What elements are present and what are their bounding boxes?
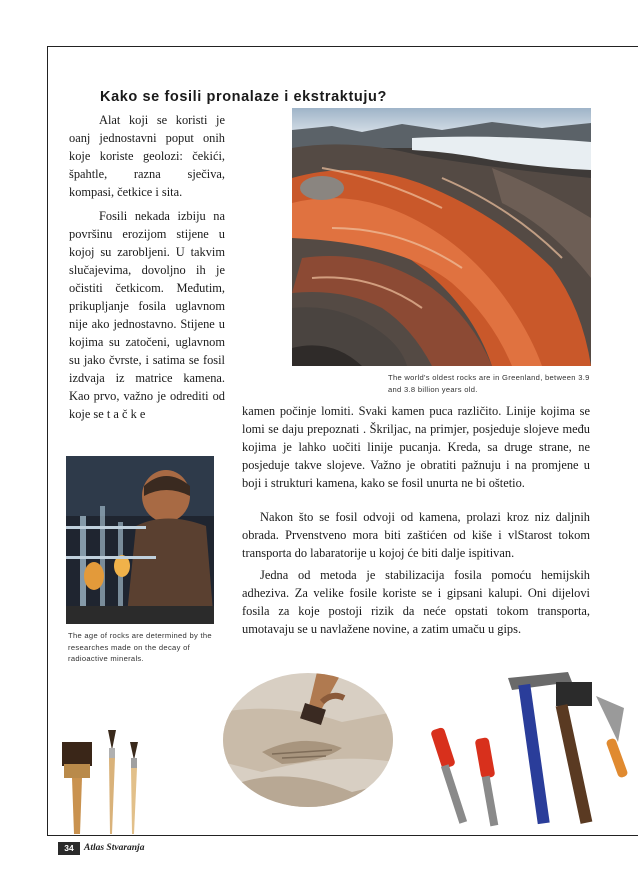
greenland-caption: The world's oldest rocks are in Greenland, between 3.9 and 3.8 billion years old. [388, 373, 590, 394]
fossil-slab-photo [222, 672, 394, 808]
left-paragraph-1: Alat koji se koristi je oanj jednostavni poput onih koje koriste geolozi: čekići, špahtle, razna sječiva, kompasi, četkice i sita. [69, 113, 225, 199]
geology-tools-illustration [428, 668, 636, 832]
brushes-illustration [54, 720, 158, 838]
greenland-rock-photo [292, 108, 591, 366]
age-caption: The age of rocks are determined by the researches made on the decay of radioactive minerals. [68, 631, 212, 663]
page-title: Kako se fosili pronalaze i ekstraktuju? [100, 89, 387, 105]
left-paragraph-2: Fosili nekada izbiju na površinu erozijom stijene u kojoj su zarobljeni. U takvim slučajevima, dovoljno ih je očistiti četkicom. Međutim, prikupljanje fosila uglavnom nije ako jednostavno. Stijene u kojima su zatočeni, uglavnom su jako čvrste, i satima se fosil izdvaja iz matrice kamena. Kao prvo, važno je odrediti od koje se t a č k e [69, 209, 225, 421]
book-title: Atlas Stvaranja [84, 843, 145, 853]
right-paragraph-2: Nakon što se fosil odvoji od kamena, prolazi kroz niz daljnih obrada. Prvenstveno mora biti zaštićen od kiše i vlStarost tokom transporta do labaratorije u kojoj će biti dalje ispitivan. [242, 510, 590, 560]
page-frame-left [47, 46, 48, 836]
page-frame-top [47, 46, 638, 47]
page-number: 34 [58, 842, 80, 855]
right-paragraph-3: Jedna od metoda je stabilizacija fosila pomoću hemijskih adheziva. Za velike fosile koriste se i gipsani kalupi. Oni dijelovi fosila za koje postoji rizik da neće opstati tokom transporta, umotavaju se u navlažene novine, a zatim umaču u gips. [242, 568, 590, 636]
laboratory-photo [66, 456, 214, 624]
right-paragraph-1: kamen počinje lomiti. Svaki kamen puca različito. Linije kojima se lomi se daju prepoznati . Škriljac, na primjer, posjeduje slojeve među kojima je lahko uočiti linije pucanja. Kreda, sa druge strane, ne posjeduje takve slojeve. Važno je obratiti pažnuju i na promjene u boji i strukturi kamena, kako se fosil unurta ne bi oštetio. [242, 404, 590, 490]
